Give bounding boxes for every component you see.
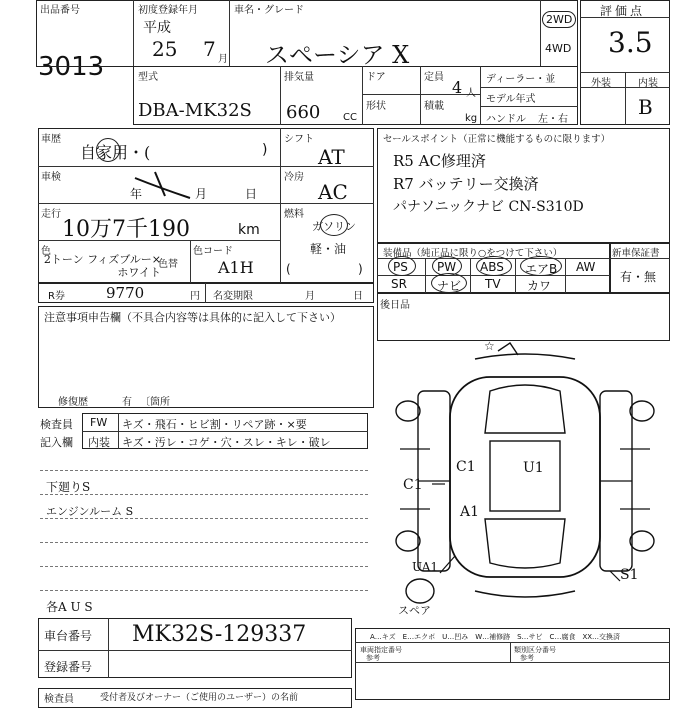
model-year-label: モデル年式 [486, 94, 536, 105]
ac-label: 冷房 [284, 172, 304, 183]
year: 25 [152, 37, 178, 61]
shape-label: 形状 [366, 101, 386, 112]
fuel-paren-close: ) [358, 262, 363, 276]
name-label: 車名・グレード [234, 5, 304, 16]
drive-2wd: 2WD [542, 11, 576, 28]
legend-2b: 類別区分番号 [514, 646, 556, 654]
note-line-2: エンジンルーム S [46, 505, 134, 518]
displacement: 660 [286, 102, 321, 123]
load-label: 積載 [424, 101, 444, 112]
mark-a1: A1 [460, 504, 480, 520]
history-label: 車歴 [41, 134, 61, 145]
fuel-2: 軽・油 [310, 242, 347, 256]
exterior-label: 外装 [591, 78, 611, 89]
r-value: 9770 [106, 284, 145, 302]
history-value: 自家用・( [80, 143, 151, 162]
displacement-unit: CC [343, 112, 357, 123]
history-close-paren: ) [262, 142, 268, 158]
equipment-title: 装備品（純正品に限り○をつけて下さい） [383, 248, 563, 259]
r-unit: 円 [190, 291, 200, 302]
footer-text: 受付者及びオーナー（ご使用のユーザー）の名前 [100, 693, 299, 703]
repair-value: 有 [122, 397, 132, 408]
capacity-unit: 人 [466, 88, 476, 99]
handle-label: ハンドル [486, 114, 526, 125]
fw-label: FW [90, 416, 108, 429]
interior-check-label: 内装 [88, 436, 110, 449]
inspection-month-unit: 月 [195, 187, 208, 201]
load-unit: kg [465, 113, 478, 124]
deadline-day: 日 [353, 291, 363, 302]
mark-star: ☆ [484, 339, 495, 353]
mark-ua1: UA1 [412, 560, 439, 574]
chassis-label: 車台番号 [44, 629, 93, 643]
deadline-unit: 月 [305, 291, 315, 302]
legend-text: A…キズ E…エクボ U…凹み W…補修跡 S…サビ C…腐食 XX…交換済 [370, 633, 621, 641]
color-label: 色 [41, 246, 51, 257]
selling-point-3: パナソニックナビ CN-S310D [393, 199, 584, 215]
inspection-year-unit: 年 [130, 187, 143, 201]
model-label: 型式 [138, 72, 158, 83]
shift-label: シフト [284, 134, 314, 145]
score-label: 評価点 [600, 4, 646, 18]
inspection-cross-out [130, 168, 200, 202]
equip-aw: AW [576, 260, 596, 274]
mark-c1-side: C1 [403, 477, 423, 493]
sheet-number: 3013 [38, 52, 105, 82]
fuel-circle [320, 214, 348, 236]
deadline-label: 名変期限 [213, 291, 253, 302]
interior-text: キズ・汚レ・コゲ・穴・スレ・キレ・破レ [122, 436, 331, 449]
equip-navi: ナビ [437, 279, 462, 293]
score: 3.5 [608, 26, 653, 59]
equip-circle-airbag [520, 256, 562, 276]
recycle-row [38, 283, 374, 303]
fuel-paren-open: ( [286, 262, 291, 276]
door-label: ドア [366, 72, 386, 83]
mileage-unit: km [238, 222, 260, 238]
equip-ps: PS [393, 260, 408, 274]
ac: AC [318, 180, 348, 204]
handle-options: 左・右 [538, 114, 568, 125]
era: 平成 [143, 20, 171, 36]
car-name: スペーシア X [265, 41, 410, 69]
inspection-label: 車検 [41, 172, 61, 183]
legend-3a: 参考 [366, 654, 380, 662]
equip-sr: SR [391, 277, 407, 291]
legend-2a: 車両指定番号 [360, 646, 402, 654]
capacity: 4 [452, 78, 463, 97]
warranty-value: 有・無 [620, 270, 657, 284]
r-label: R券 [48, 291, 65, 302]
capacity-label: 定員 [424, 72, 444, 83]
rear-items-box [377, 293, 670, 341]
fw-text: キズ・飛石・ヒビ割・リペア跡・×要 [122, 418, 307, 431]
note-line-1: 下廻りS [46, 480, 91, 494]
mark-s1: S1 [620, 567, 639, 583]
color-change-label: 色替 [158, 259, 178, 270]
footer-label: 検査員 [44, 694, 74, 705]
color-value: 2トーン フィズブルー×ホワイト [43, 253, 161, 279]
first-reg-label: 初度登録年月 [138, 5, 198, 16]
mileage: 10万7千190 [62, 217, 190, 242]
note-line-6: 各A U S [46, 600, 93, 614]
equip-abs: ABS [480, 260, 504, 274]
month-unit: 月 [218, 54, 228, 65]
color-code: A1H [218, 258, 254, 277]
shift: AT [318, 145, 345, 169]
mileage-label: 走行 [41, 209, 61, 220]
drive-4wd: 4WD [545, 42, 572, 55]
rear-seat-label: 後日品 [380, 300, 410, 311]
equip-circle-abs [476, 256, 512, 276]
mark-u1: U1 [523, 460, 544, 476]
interior-label: 内装 [638, 78, 658, 89]
model: DBA-MK32S [138, 100, 252, 121]
dealer-label: ディーラー・並 [486, 74, 556, 85]
equip-circle-navi [431, 273, 467, 293]
displacement-label: 排気量 [284, 72, 314, 83]
notes-title: 注意事項申告欄（不具合内容等は具体的に記入して下さい） [44, 311, 341, 324]
selling-points-title: セールスポイント（正常に機能するものに限ります） [383, 134, 611, 145]
spare-label: スペア [398, 604, 431, 617]
equip-circle-ps [388, 256, 416, 276]
inspection-day-unit: 日 [245, 187, 258, 201]
selling-point-1: R5 AC修理済 [393, 152, 486, 170]
lot-label: 出品番号 [40, 5, 80, 16]
repair-part: 〔箇所 [140, 397, 170, 408]
registration-label: 登録番号 [44, 660, 93, 674]
warranty-label: 新車保証書 [612, 248, 660, 259]
history-circle [96, 138, 120, 162]
color-code-label: 色コード [193, 246, 233, 257]
fuel-1: ガソリン [312, 220, 356, 233]
equip-pw: PW [437, 260, 457, 274]
selling-point-2: R7 バッテリー交換済 [393, 175, 539, 193]
entry-label: 記入欄 [40, 436, 73, 449]
fuel-label: 燃料 [284, 209, 304, 220]
repair-label: 修復歴 [58, 397, 88, 408]
chassis-value: MK32S-129337 [132, 622, 307, 647]
equip-kawa: カワ [527, 279, 552, 293]
mark-c1-door: C1 [456, 459, 476, 475]
equip-airbag: エアB [525, 262, 558, 276]
legend-3b: 参考 [520, 654, 534, 662]
inspector-label: 検査員 [40, 418, 73, 431]
interior-grade: B [638, 95, 653, 119]
equip-tv: TV [485, 277, 501, 291]
month: 7 [203, 37, 216, 61]
